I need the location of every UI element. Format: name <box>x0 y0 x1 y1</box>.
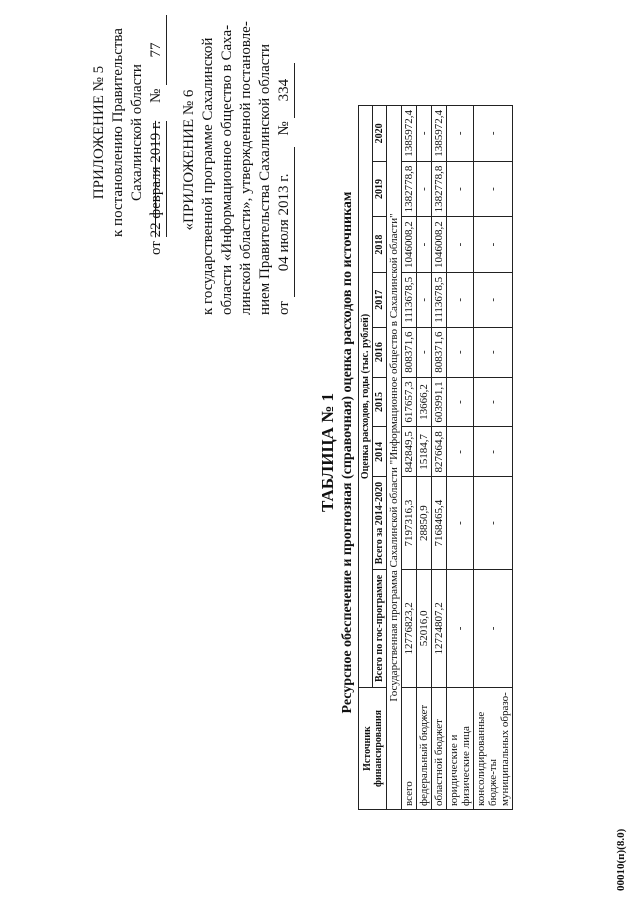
cell: - <box>474 327 513 377</box>
cell: 1385972,4 <box>432 106 447 162</box>
cell: 808371,6 <box>432 327 447 377</box>
row-label: областной бюджет <box>432 688 447 810</box>
table-title: ТАБЛИЦА № 1 <box>318 392 337 513</box>
row-label: всего <box>402 688 417 810</box>
cell: - <box>447 161 474 217</box>
cell: 1113678,5 <box>432 272 447 327</box>
table-header-row-1 <box>359 106 373 810</box>
cell: - <box>447 272 474 327</box>
cell: 15184,7 <box>417 427 432 477</box>
cell: 1046008,2 <box>432 217 447 273</box>
prior-date: 04 июля 2013 г. <box>275 147 295 297</box>
table-row <box>447 106 474 810</box>
cell: 1046008,2 <box>402 217 417 273</box>
cell: - <box>447 569 474 687</box>
cell: - <box>447 427 474 477</box>
subheader-2017: 2017 <box>373 272 387 327</box>
cell: 827664,8 <box>432 427 447 477</box>
cell: - <box>474 377 513 427</box>
subheader-2020: 2020 <box>373 106 387 162</box>
cell: 603991,1 <box>432 377 447 427</box>
subheader-2014: 2014 <box>373 427 387 477</box>
subheader-2019: 2019 <box>373 161 387 217</box>
cell: - <box>447 327 474 377</box>
row-label: федеральный бюджет <box>417 688 432 810</box>
table-row <box>474 106 513 810</box>
cell: - <box>474 161 513 217</box>
cell: - <box>474 427 513 477</box>
cell: - <box>474 217 513 273</box>
prior-line-2: области «Информационное общество в Саха- <box>219 24 235 315</box>
cell: 13666,2 <box>417 377 432 427</box>
cell: 28850,9 <box>417 477 432 569</box>
subheader-total-program: Всего по гос-программе <box>373 569 387 687</box>
subheader-2016: 2016 <box>373 327 387 377</box>
prior-appendix-title: «ПРИЛОЖЕНИЕ № 6 <box>181 89 197 231</box>
cell: - <box>417 327 432 377</box>
cell: - <box>474 106 513 162</box>
program-row <box>387 106 402 810</box>
cell: - <box>447 477 474 569</box>
cell: - <box>417 272 432 327</box>
cell: - <box>417 106 432 162</box>
prior-line-1: к государственной программе Сахалинской <box>200 37 216 315</box>
cell: 7168465,4 <box>432 477 447 569</box>
cell: 52016,0 <box>417 569 432 687</box>
resolution-line-2: Сахалинской области <box>129 64 145 201</box>
prior-line-3: линской области», утвержденной постановле- <box>238 21 254 315</box>
col-estimate-header: Оценка расходов, годы (тыс. рублей) <box>359 106 373 688</box>
footer-code: 00010(п)(8.0) <box>615 828 627 891</box>
number-sign: № <box>148 88 164 104</box>
cell: 12724807,2 <box>432 569 447 687</box>
table-subtitle: Ресурсное обеспечение и прогнозная (справочная) оценка расходов по источникам <box>340 191 355 714</box>
table-row <box>417 106 432 810</box>
cell: 1385972,4 <box>402 106 417 162</box>
resolution-date: 22 февраля 2019 г. <box>147 121 167 238</box>
row-label: консолидированные бюдже-ты муниципальных образо- <box>474 688 513 810</box>
cell: 1113678,5 <box>402 272 417 327</box>
cell: - <box>447 106 474 162</box>
prior-line-4: нием Правительства Сахалинской области <box>257 44 273 315</box>
prior-number-sign: № <box>276 121 292 136</box>
cell: - <box>474 477 513 569</box>
table-row <box>432 106 447 810</box>
cell: - <box>474 272 513 327</box>
cell: - <box>447 377 474 427</box>
appendix-block <box>90 10 167 255</box>
prior-from-label: от <box>276 301 292 315</box>
cell: 842849,5 <box>402 427 417 477</box>
table-row <box>402 106 417 810</box>
prior-date-line <box>275 5 295 315</box>
cell: 12776823,2 <box>402 569 417 687</box>
cell: - <box>474 569 513 687</box>
cell: 1382778,8 <box>432 161 447 217</box>
appendix-title: ПРИЛОЖЕНИЕ № 5 <box>91 65 107 200</box>
subheader-2018: 2018 <box>373 217 387 273</box>
resolution-line-1: к постановлению Правительства <box>110 28 126 237</box>
cell: - <box>417 161 432 217</box>
cell: 7197316,3 <box>402 477 417 569</box>
from-label: от <box>148 241 164 255</box>
prior-number: 334 <box>275 63 295 118</box>
expenditure-table <box>358 105 513 810</box>
cell: 1382778,8 <box>402 161 417 217</box>
resolution-number: 77 <box>147 15 167 85</box>
program-name-cell: Государственная программа Сахалинской области "Информационное общество в Сахалинской области" <box>387 106 402 810</box>
cell: 808371,6 <box>402 327 417 377</box>
cell: 617657,3 <box>402 377 417 427</box>
col-source-header: Источник финансирования <box>359 688 387 810</box>
resolution-date-line <box>147 10 167 255</box>
cell: - <box>447 217 474 273</box>
cell: - <box>417 217 432 273</box>
subheader-total-period: Всего за 2014-2020 <box>373 477 387 569</box>
row-label: юридические и физические лица <box>447 688 474 810</box>
subheader-2015: 2015 <box>373 377 387 427</box>
prior-appendix-block <box>180 5 295 315</box>
